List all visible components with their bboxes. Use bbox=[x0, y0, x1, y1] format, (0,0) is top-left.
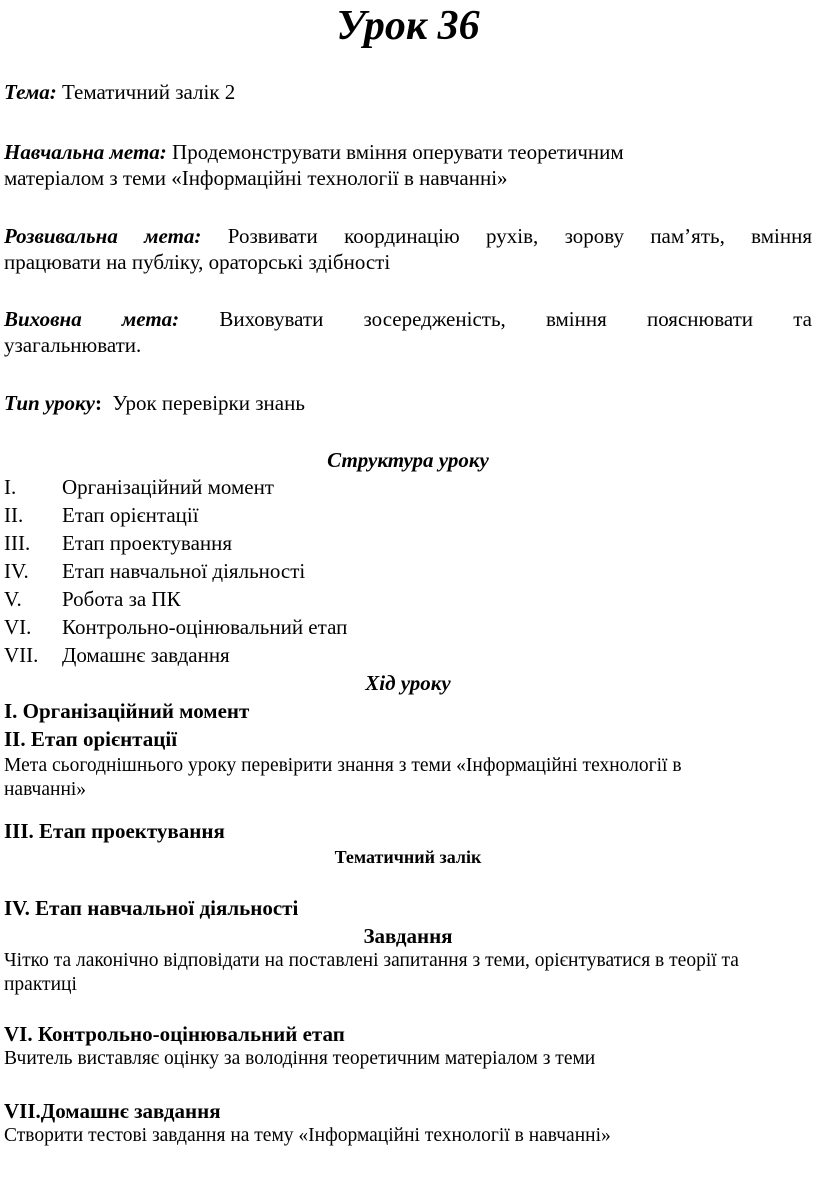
structure-text: Етап проектування bbox=[62, 531, 233, 555]
structure-num: VI. bbox=[4, 615, 32, 639]
topic-text: Тематичний залік 2 bbox=[56, 80, 236, 104]
structure-num: III. bbox=[4, 531, 31, 555]
lesson-type-text: Урок перевірки знань bbox=[101, 391, 305, 415]
dev-goal-text-2: працювати на публіку, ораторські здібності bbox=[4, 250, 391, 274]
section-2-text-2: навчанні» bbox=[4, 779, 87, 800]
lesson-type-label: Тип уроку bbox=[4, 391, 95, 415]
section-1-heading: I. Організаційний момент bbox=[4, 699, 250, 723]
topic-label: Тема: bbox=[4, 80, 57, 104]
structure-item bbox=[4, 614, 347, 640]
section-2-text-1: Мета сьогоднішнього уроку перевірити знання з теми «Інформаційні технології в bbox=[4, 755, 682, 776]
structure-text: Етап навчальної діяльності bbox=[62, 559, 306, 583]
upbr-goal-text-2: узагальнювати. bbox=[4, 333, 142, 357]
lesson-type-line bbox=[4, 390, 305, 416]
upbr-goal-label: Виховна мета: bbox=[4, 307, 180, 331]
course-title: Хід уроку bbox=[365, 671, 451, 695]
dev-goal-text-1: Розвивати координацію рухів, зорову пам’ять, вміння bbox=[201, 224, 812, 248]
edu-goal-line-1 bbox=[4, 139, 624, 165]
structure-item bbox=[4, 502, 199, 528]
upbr-goal-text-1: Виховувати зосередженість, вміння пояснювати та bbox=[179, 307, 812, 331]
edu-goal-text-2: матеріалом з теми «Інформаційні технології в навчанні» bbox=[4, 166, 508, 190]
lesson-type-colon: : bbox=[94, 391, 102, 415]
section-6-heading: VI. Контрольно-оцінювальний етап bbox=[4, 1022, 345, 1046]
dev-goal-label: Розвивальна мета: bbox=[4, 224, 202, 248]
structure-num: VII. bbox=[4, 643, 39, 667]
upbr-goal-line-1 bbox=[4, 306, 812, 332]
section-3-center: Тематичний залік bbox=[334, 847, 482, 867]
section-7-text: Створити тестові завдання на тему «Інформаційні технології в навчанні» bbox=[4, 1125, 611, 1146]
structure-title: Структура уроку bbox=[327, 448, 489, 472]
structure-item bbox=[4, 586, 181, 612]
structure-item bbox=[4, 642, 230, 668]
structure-text: Робота за ПК bbox=[62, 587, 181, 611]
section-2-heading: II. Етап орієнтації bbox=[4, 727, 178, 751]
structure-item bbox=[4, 530, 232, 556]
section-6-text: Вчитель виставляє оцінку за володіння теоретичним матеріалом з теми bbox=[4, 1048, 596, 1069]
section-3-heading: III. Етап проектування bbox=[4, 819, 225, 843]
structure-text: Етап орієнтації bbox=[62, 503, 199, 527]
structure-text: Контрольно-оцінювальний етап bbox=[62, 615, 348, 639]
structure-text: Домашнє завдання bbox=[62, 643, 230, 667]
topic-line bbox=[4, 79, 235, 105]
structure-num: I. bbox=[4, 475, 17, 499]
section-7-heading: VII.Домашнє завдання bbox=[4, 1099, 221, 1123]
structure-num: V. bbox=[4, 587, 22, 611]
section-4-heading: IV. Етап навчальної діяльності bbox=[4, 896, 299, 920]
dev-goal-line-1 bbox=[4, 223, 812, 249]
structure-text: Організаційний момент bbox=[62, 475, 274, 499]
structure-item bbox=[4, 558, 305, 584]
section-4-text-1: Чітко та лаконічно відповідати на поставлені запитання з теми, орієнтуватися в теорії та bbox=[4, 950, 739, 971]
structure-num: IV. bbox=[4, 559, 29, 583]
edu-goal-text-1: Продемонструвати вміння оперувати теоретичним bbox=[166, 140, 624, 164]
structure-item bbox=[4, 474, 274, 500]
section-4-center: Завдання bbox=[363, 924, 453, 948]
structure-num: II. bbox=[4, 503, 24, 527]
lesson-title: Урок 36 bbox=[336, 3, 480, 49]
section-4-text-2: практиці bbox=[4, 974, 77, 995]
edu-goal-label: Навчальна мета: bbox=[4, 140, 167, 164]
